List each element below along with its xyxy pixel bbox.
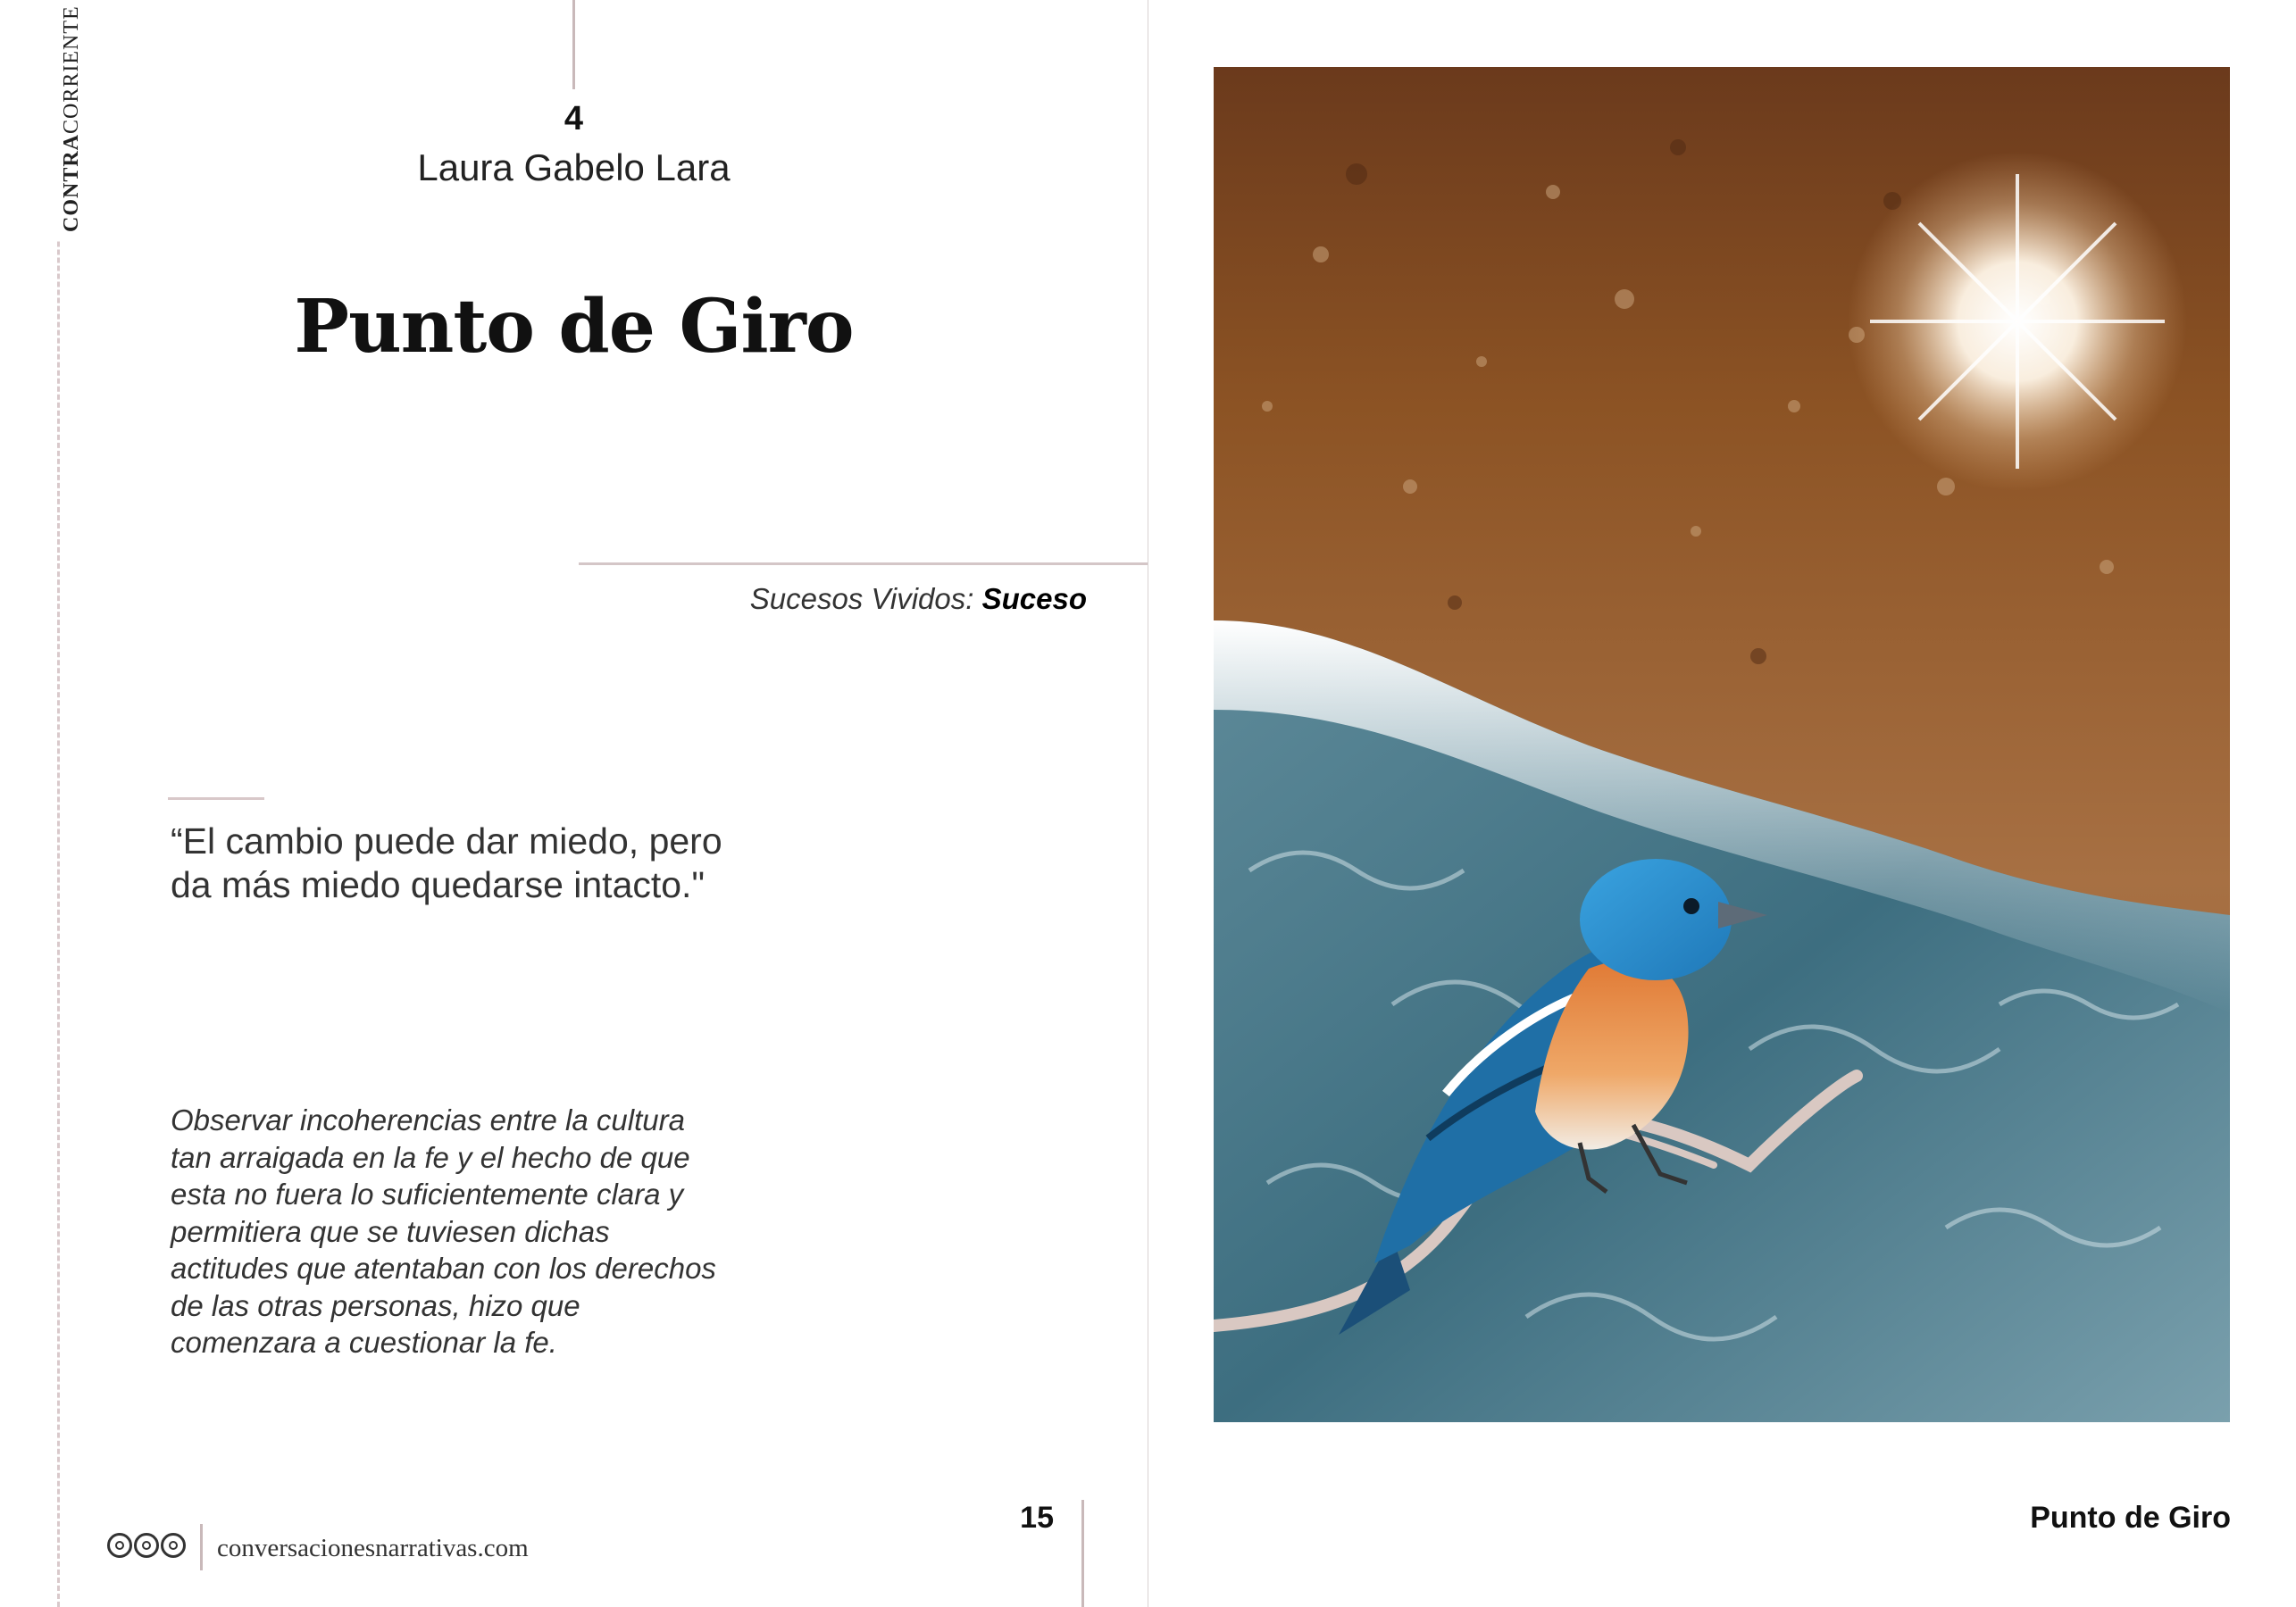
- page-number: 15: [1020, 1501, 1054, 1535]
- section-rule: [579, 562, 1148, 565]
- page-number-divider: [1081, 1500, 1084, 1607]
- bird-on-branch-collage: [1214, 67, 2230, 1422]
- brand-bold: CONTRA: [59, 133, 83, 232]
- right-page: [1148, 0, 2296, 1607]
- top-divider: [572, 0, 575, 89]
- quote-rule: [168, 797, 264, 800]
- pull-quote: “El cambio puede dar miedo, pero da más miedo quedarse intacto.": [171, 820, 722, 905]
- footer-divider: [200, 1524, 203, 1570]
- margin-dashed-line: [57, 0, 60, 1607]
- footer-url-link[interactable]: conversacionesnarrativas.com: [217, 1534, 529, 1562]
- category-value: Suceso: [981, 582, 1087, 615]
- body-paragraph: Observar incoherencias entre la cultura tan arraigada en la fe y el hecho de que esta no fuera lo suficientemente clara y permitiera que se tuviesen dichas actitudes que atentaban con los derechos de las otras personas, hizo que comenzara a cuestionar la fe.: [171, 1103, 716, 1359]
- page-title: Punto de Giro: [294, 284, 854, 370]
- category-label: Sucesos Vividos:: [749, 582, 974, 615]
- cc-license-icon: [107, 1533, 186, 1558]
- category-line: [462, 582, 1087, 616]
- author-name: Laura Gabelo Lara: [417, 146, 731, 188]
- running-title: Punto de Giro: [2030, 1501, 2231, 1535]
- chapter-number: 4: [564, 100, 584, 137]
- brand-regular: CORRIENTE: [59, 5, 83, 134]
